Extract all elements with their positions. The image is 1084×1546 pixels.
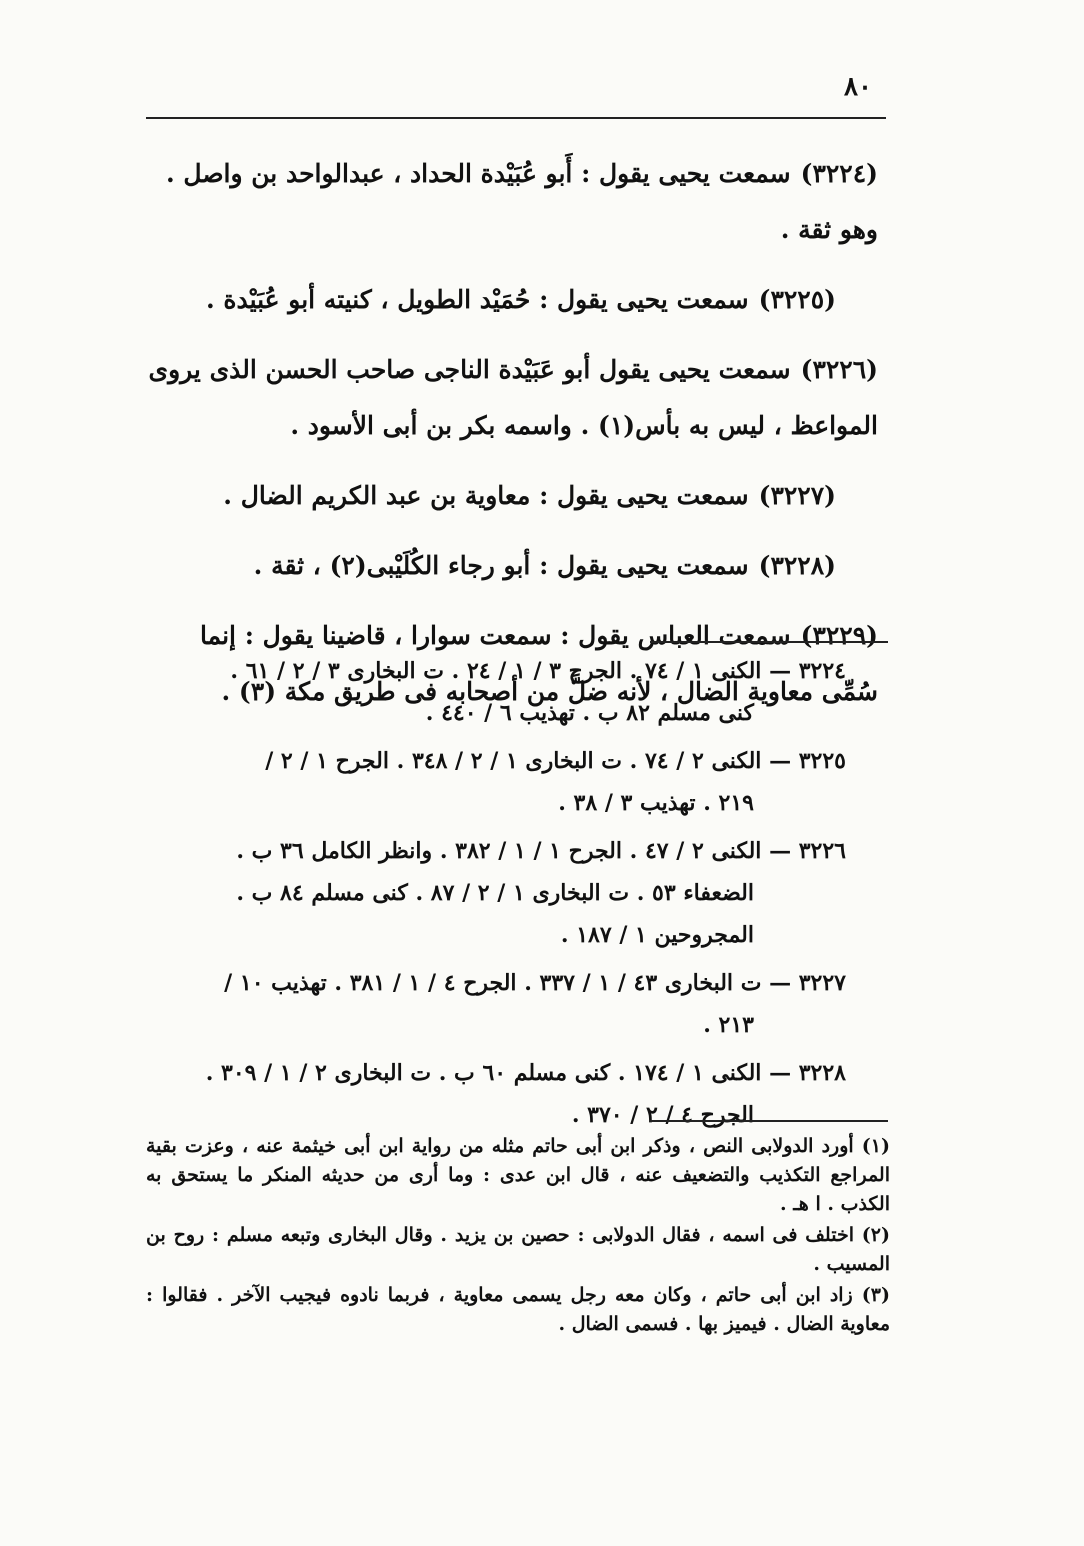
- entry-text: سمعت العباس يقول : سمعت سوارا ، قاضينا يقول : إنما سُمِّى معاوية الضال ، لأنه ضلَّ من أصحابه فى طريق مكة (٣) .: [200, 621, 878, 706]
- reference-line: ٢١٣ .: [703, 1012, 754, 1038]
- entry-text: سمعت يحيى يقول : حُمَيْد الطويل ، كنيته أبو عُبَيْدة .: [205, 285, 749, 314]
- reference-line: ٣٢٢٦ — الكنى ٢ / ٤٧ . الجرح ١ / ١ / ٣٨٢ . وانظر الكامل ٣٦ ب .: [236, 838, 846, 864]
- entry-3227: [146, 468, 878, 524]
- entry-text: سمعت يحيى يقول : أبو رجاء الكُلَيْبى(٢) ، ثقة .: [253, 551, 749, 580]
- reference-3228: [146, 1052, 846, 1136]
- reference-3225: [146, 740, 846, 824]
- entry-3226: [146, 342, 878, 454]
- references-divider: [650, 641, 888, 643]
- entry-number: (٣٢٢٤): [800, 159, 878, 188]
- entry-3228: [146, 538, 878, 594]
- reference-3227: [146, 962, 846, 1046]
- footnote-1: (١) أورد الدولابى النص ، وذكر ابن أبى حاتم مثله من رواية ابن أبى خيثمة عنه ، وعزت بقية المراجع التكذيب والتضعيف عنه ، قال ابن عدى : وما أرى من حديثه المنكر ما يستحق به الكذب . ا هـ .: [146, 1135, 890, 1215]
- reference-line: ٣٢٢٨ — الكنى ١ / ١٧٤ . كنى مسلم ٦٠ ب . ت البخارى ٢ / ١ / ٣٠٩ .: [205, 1060, 846, 1086]
- entry-text: سمعت يحيى يقول : معاوية بن عبد الكريم الضال .: [223, 481, 749, 510]
- entry-number: (٣٢٢٩): [800, 621, 878, 650]
- entry-text: سمعت يحيى يقول : أَبو عُبَيْدة الحداد ، عبدالواحد بن واصل . وهو ثقة .: [165, 159, 878, 244]
- reference-line: المجروحين ١ / ١٨٧ .: [560, 922, 754, 948]
- reference-3224: [146, 650, 846, 734]
- reference-line: ٣٢٢٧ — ت البخارى ٤٣ / ١ / ٣٣٧ . الجرح ٤ / ١ / ٣٨١ . تهذيب ١٠ /: [224, 970, 846, 996]
- entry-number: (٣٢٢٦): [800, 355, 878, 384]
- reference-line: ٣٢٢٥ — الكنى ٢ / ٧٤ . ت البخارى ١ / ٢ / ٣٤٨ . الجرح ١ / ٢ /: [265, 748, 846, 774]
- entry-3224: [146, 146, 878, 258]
- narration-entries: [146, 146, 878, 734]
- reference-line: ٣٢٢٤ — الكنى ١ / ٧٤ . الجرح ٣ / ١ / ٢٤ . ت البخارى ٣ / ٢ / ٦١ .: [230, 658, 846, 684]
- footnote-2: (٢) اختلف فى اسمه ، فقال الدولابى : حصين بن يزيد . وقال البخارى وتبعه مسلم : روح بن المسيب .: [146, 1224, 890, 1275]
- entry-number: (٣٢٢٨): [758, 551, 836, 580]
- entry-3225: [146, 272, 878, 328]
- reference-line: كنى مسلم ٨٢ ب . تهذيب ٦ / ٤٤٠ .: [425, 700, 754, 726]
- entry-number: (٣٢٢٥): [758, 285, 836, 314]
- reference-line: الضعفاء ٥٣ . ت البخارى ١ / ٢ / ٨٧ . كنى مسلم ٨٤ ب .: [236, 880, 754, 906]
- footnote-3: (٣) زاد ابن أبى حاتم ، وكان معه رجل يسمى معاوية ، فربما نادوه فيجيب الآخر . فقالوا : معاوية الضال . فيميز بها . فسمى الضال .: [146, 1284, 890, 1335]
- reference-line: ٢١٩ . تهذيب ٣ / ٣٨ .: [558, 790, 754, 816]
- entry-text: سمعت يحيى يقول أبو عَبَيْدة الناجى صاحب الحسن الذى يروى المواعظ ، ليس به بأس(١) . واسمه بكر بن أبى الأسود .: [148, 355, 878, 440]
- page-number: ٨٠: [844, 72, 872, 102]
- header-rule: [146, 117, 886, 119]
- footnotes-divider: [650, 1120, 888, 1122]
- reference-3226: [146, 830, 846, 956]
- entry-number: (٣٢٢٧): [758, 481, 836, 510]
- reference-line: الجرح ٤ / ٢ / ٣٧٠ .: [571, 1102, 754, 1128]
- references-block: [146, 650, 846, 1142]
- footnotes: [146, 1132, 890, 1341]
